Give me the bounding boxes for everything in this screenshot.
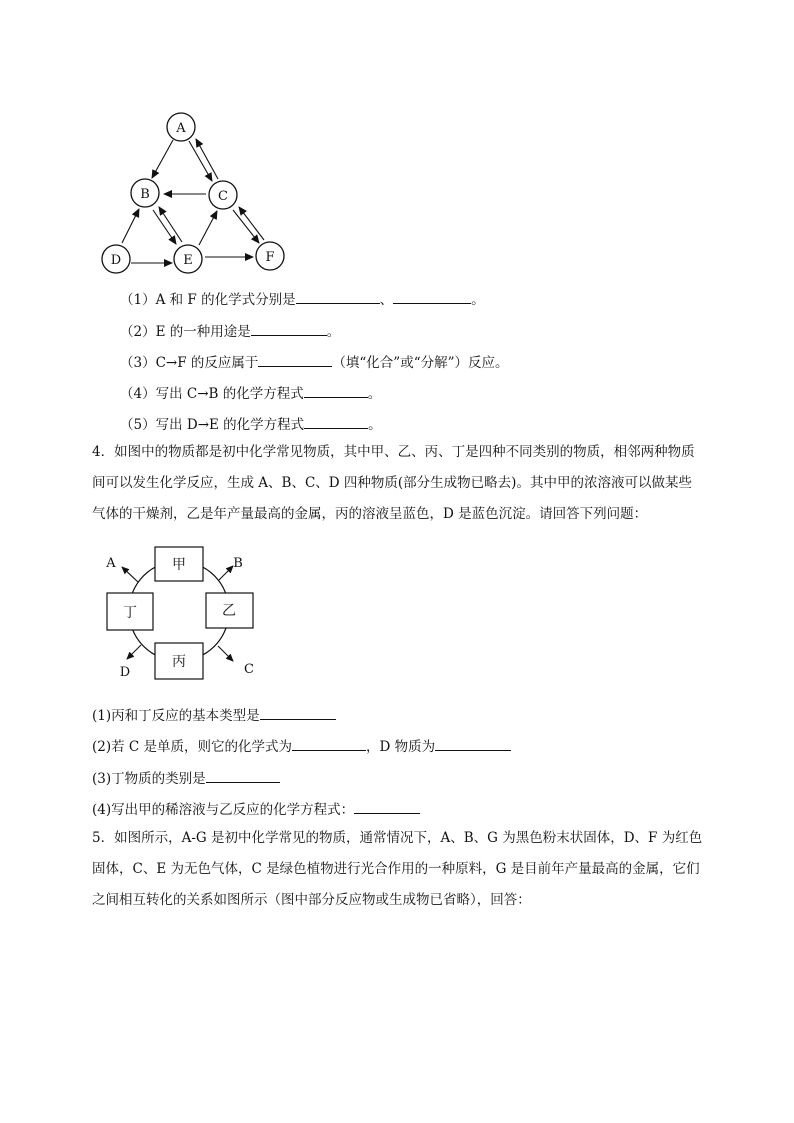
- q3-item-5-end: 。: [368, 417, 382, 433]
- q4-item-1: [92, 705, 336, 726]
- q3-item-5-text: （5）写出 D→E 的化学方程式: [120, 417, 305, 433]
- node-e-label: E: [183, 253, 193, 268]
- q3-item-2-end: 。: [326, 324, 341, 340]
- answer-blank[interactable]: [304, 414, 368, 429]
- box-yi-label: 乙: [222, 603, 236, 619]
- answer-blank[interactable]: [258, 352, 332, 367]
- answer-blank[interactable]: [304, 383, 368, 398]
- q3-item-5: [120, 414, 382, 435]
- q4-item-3: [92, 768, 280, 789]
- arrow-to-b: [219, 566, 233, 580]
- q3-item-3-end: （填“化合”或“分解”）反应。: [332, 355, 509, 371]
- q4-item-4: [92, 799, 420, 820]
- node-f-label: F: [265, 250, 275, 265]
- q4-item-1-text: (1)丙和丁反应的基本类型是: [92, 708, 260, 724]
- reaction-network-diagram: [0, 0, 794, 290]
- arrow-to-d: [127, 645, 141, 659]
- q4-item-2: [92, 736, 511, 757]
- product-b-label: B: [233, 556, 243, 571]
- product-c-label: C: [244, 662, 254, 677]
- product-a-label: A: [106, 556, 116, 571]
- arrow-c-to-f: [233, 210, 259, 243]
- box-bing-label: 丙: [172, 654, 186, 670]
- node-c-label: C: [218, 189, 228, 204]
- q3-item-2-text: （2）E 的一种用途是: [120, 324, 251, 340]
- answer-blank[interactable]: [435, 736, 511, 751]
- q4-item-2-mid: ，D 物质为: [366, 739, 436, 755]
- q3-item-4-end: 。: [367, 386, 382, 402]
- arrow-to-c: [218, 646, 233, 661]
- q3-item-3-text: （3）C→F 的反应属于: [120, 355, 259, 371]
- arrow-d-to-b: [122, 209, 139, 243]
- q4-item-2-text: (2)若 C 是单质，则它的化学式为: [92, 739, 293, 755]
- node-b-label: B: [140, 187, 150, 202]
- box-ding-label: 丁: [123, 605, 137, 621]
- q3-item-4-text: （4）写出 C→B 的化学方程式: [120, 386, 304, 402]
- answer-blank[interactable]: [206, 768, 280, 783]
- answer-blank[interactable]: [354, 799, 420, 814]
- answer-blank[interactable]: [251, 321, 327, 336]
- q5-stem: 5．如图所示，A-G 是初中化学常见的物质，通常情况下，A、B、G 为黑色粉末状固体，D、F 为红色固体，C、E 为无色气体，C 是绿色植物进行光合作用的一种原料，G 是目前年产量最高的金属，它们之间相互转化的关系如图所示（图中部分反应物或生成物已省略），回答：: [92, 830, 703, 908]
- q3-item-1-text: （1）A 和 F 的化学式分别是: [120, 292, 296, 308]
- answer-blank[interactable]: [296, 289, 380, 304]
- q3-item-3: [120, 352, 509, 373]
- arrow-e-to-c: [199, 211, 217, 245]
- node-d-label: D: [110, 253, 122, 268]
- answer-blank[interactable]: [292, 736, 366, 751]
- q3-item-2: [120, 321, 340, 342]
- arrow-f-to-c: [239, 207, 264, 240]
- box-jia-label: 甲: [172, 557, 186, 573]
- arrow-to-a: [122, 567, 138, 582]
- q4-item-4-text: (4)写出甲的稀溶液与乙反应的化学方程式：: [92, 802, 355, 818]
- answer-blank[interactable]: [260, 705, 336, 720]
- q3-item-1-sep: 、: [379, 292, 394, 308]
- q3-item-1: [120, 289, 485, 310]
- q3-item-1-end: 。: [471, 292, 485, 308]
- substance-ring-diagram: [0, 540, 794, 700]
- arrow-a-to-b: [152, 140, 173, 178]
- q3-item-4: [120, 383, 381, 404]
- node-a-label: A: [176, 121, 186, 136]
- q4-stem: 4．如图中的物质都是初中化学常见物质，其中甲、乙、丙、丁是四种不同类别的物质，相邻两种物质间可以发生化学反应，生成 A、B、C、D 四种物质(部分生成物已略去)。其中甲的浓溶液可以做某些气体的干燥剂，乙是年产量最高的金属，丙的溶液呈蓝色，D 是蓝色沉淀。请回答下列问题：: [92, 444, 695, 522]
- answer-blank[interactable]: [393, 289, 471, 304]
- q4-item-3-text: (3)丁物质的类别是: [92, 771, 206, 787]
- product-d-label: D: [119, 665, 131, 680]
